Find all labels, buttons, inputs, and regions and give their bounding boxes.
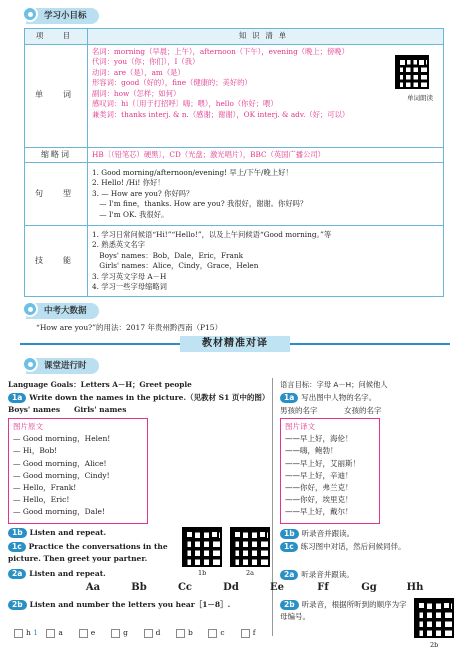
- task-tag: 1a: [280, 393, 298, 403]
- letter-pair: Dd: [223, 582, 239, 593]
- box-line: ——早上好，海伦！: [285, 434, 353, 444]
- task-tag: 1c: [8, 542, 26, 552]
- column-divider: [272, 378, 273, 636]
- exam-text: “How are you?”的用法：2017 年贵州黔西南（P15）: [36, 323, 223, 332]
- banner-title: 教材精准对译: [180, 336, 290, 352]
- letter-pair: Cc: [177, 582, 193, 593]
- language-goals-cn: 语言目标：字母 A－H；问候他人: [280, 380, 388, 389]
- skill-line: 3. 学习英文字母 A－H: [92, 271, 167, 281]
- section-header-exam: 中考大数据: [26, 303, 99, 319]
- checkbox[interactable]: [241, 629, 250, 638]
- girls-names-label-cn: 女孩的名字: [344, 406, 382, 415]
- checkbox[interactable]: [208, 629, 217, 638]
- qr-code-2b[interactable]: [414, 598, 454, 638]
- picture-text-box: [8, 418, 148, 524]
- checkbox[interactable]: [79, 629, 88, 638]
- task-tag: 2a: [8, 569, 26, 579]
- answer-item[interactable]: f: [241, 628, 271, 638]
- qr-code-2a[interactable]: [230, 527, 270, 567]
- box-line: — Good morning，Alice!: [13, 458, 107, 468]
- box-line: — Hello，Eric!: [13, 495, 70, 505]
- picture-translation-box: [280, 418, 380, 524]
- task-tag: 1a: [8, 393, 26, 403]
- table-head-item: 项 目: [25, 29, 88, 45]
- box-line: ——你好，埃里克！: [285, 495, 353, 505]
- banner-line-left: [20, 343, 180, 345]
- boys-names-label: Boys' names: [8, 405, 61, 414]
- language-goals: Language Goals：Letters A－H；Greet people: [8, 380, 192, 389]
- task-tag: 2a: [280, 570, 298, 580]
- task-tag: 1c: [280, 542, 298, 552]
- sentence-line: 1. Good morning/afternoon/evening! 早上/下午/晚上好！: [92, 167, 293, 177]
- bullet-icon: [22, 356, 38, 372]
- task-1c-cn: 1c 练习图中对话，然后问候同伴。: [280, 541, 406, 552]
- answer-item[interactable]: b: [176, 628, 206, 638]
- task-tag: 1b: [8, 528, 27, 538]
- task-2b-cn: 2b 听录音，根据所听到的顺序为字母编号。: [280, 600, 407, 621]
- qr-code-1b[interactable]: [182, 527, 222, 567]
- box-line: — Hello，Frank!: [13, 483, 77, 493]
- letter-pair: Ee: [270, 582, 284, 593]
- skill-line: 1. 学习日常问候语“Hi!”“Hello!”，以及上午问候语“Good morning。”等: [92, 229, 332, 239]
- table-head-list: 知识清单: [88, 29, 444, 45]
- qr-caption-2a: 2a: [246, 569, 255, 577]
- row-label-skill: 技 能: [25, 226, 88, 297]
- box-line: — Hi，Bob!: [13, 446, 58, 456]
- box-title: 图片译文: [285, 422, 315, 431]
- task-1b: 1b Listen and repeat.: [8, 528, 106, 538]
- banner: [0, 336, 461, 352]
- box-line: ——早上好，戴尔！: [285, 507, 353, 517]
- box-line: ——你好，弗兰克！: [285, 483, 353, 493]
- sentence-line: — I'm fine，thanks. How are you? 我很好，谢谢。你好吗？: [92, 199, 308, 209]
- vocab-list: 名词：morning（早晨；上午），afternoon（下午），evening（晚上；傍晚） 代词：you（你；你们），I（我） 动词：are（是），am（是） 形容词：good（好的），fine（健康的；美好的） 副词：how（怎样；如何） 感叹词：hi（〔用于打招呼〕嗨；喂），hello（你好；喂） 兼类词：thanks interj. & n.（感谢；谢谢），OK interj. & adv.（好；可以）: [92, 46, 350, 119]
- qr-caption-1b: 1b: [198, 569, 207, 577]
- answer-item[interactable]: e: [79, 628, 109, 638]
- answer-row: [14, 628, 271, 638]
- answer-item[interactable]: h 1: [14, 628, 44, 638]
- box-line: — Good morning，Dale!: [13, 507, 105, 517]
- letter-pair: Bb: [131, 582, 147, 593]
- knowledge-table: [24, 28, 444, 297]
- bullet-icon: [22, 6, 38, 22]
- task-2a-cn: 2a 听录音并跟读。: [280, 569, 354, 580]
- checkbox[interactable]: [176, 629, 185, 638]
- box-line: — Good morning，Helen!: [13, 434, 111, 444]
- abbr-text: HB〔（铅笔芯）硬黑〕，CD（光盘；激光唱片），BBC（英国广播公司）: [88, 147, 444, 163]
- letter-pair: Ff: [317, 582, 329, 593]
- letters-row: [70, 582, 450, 593]
- task-1c: 1c Practice the conversations in the picture. Then greet your partner.: [8, 542, 168, 563]
- letter-pair: Gg: [361, 582, 377, 593]
- task-2b: 2b Listen and number the letters you hear［1－8］.: [8, 599, 230, 610]
- box-title: 图片原文: [13, 422, 43, 431]
- banner-line-right: [290, 343, 450, 345]
- section-header-class: 课堂进行时: [26, 358, 99, 374]
- sentence-line: 3. — How are you? 你好吗？: [92, 188, 194, 198]
- answer-item[interactable]: g: [111, 628, 141, 638]
- checkbox[interactable]: [111, 629, 120, 638]
- bullet-icon: [22, 301, 38, 317]
- letter-pair: Aa: [85, 582, 101, 593]
- checkbox[interactable]: [46, 629, 55, 638]
- box-line: ——早上好，艾丽斯！: [285, 458, 360, 468]
- box-line: ——早上好，辛迪！: [285, 470, 353, 480]
- sentence-line: 2. Hello! /Hi! 你好！: [92, 178, 165, 188]
- girls-names-label: Girls' names: [74, 405, 127, 414]
- task-1a: 1a Write down the names in the picture.（见教材 S1 页中的图）: [8, 392, 270, 403]
- row-label-abbr: 缩略词: [25, 147, 88, 163]
- answer-item[interactable]: d: [144, 628, 174, 638]
- skill-line: 4. 学习一些字母缩略词: [92, 282, 167, 291]
- skill-line: Boys' names：Bob，Dale，Eric，Frank: [92, 250, 244, 260]
- box-line: ——嗨，鲍勃！: [285, 446, 338, 456]
- answer-item[interactable]: a: [46, 628, 76, 638]
- row-label-vocab: 单 词: [25, 44, 88, 147]
- qr-caption-2b: 2b: [430, 641, 439, 649]
- qr-caption: 单词朗读: [407, 93, 433, 102]
- sentence-line: — I'm OK. 我很好。: [92, 209, 169, 219]
- task-2a: 2a Listen and repeat.: [8, 569, 106, 579]
- boys-names-label-cn: 男孩的名字: [280, 406, 318, 415]
- task-tag: 1b: [280, 529, 299, 539]
- checkbox[interactable]: [144, 629, 153, 638]
- answer-item[interactable]: c: [208, 628, 238, 638]
- letter-pair: Hh: [406, 582, 424, 593]
- task-tag: 2b: [280, 600, 299, 610]
- skill-line: Girls' names：Alice，Cindy，Grace，Helen: [92, 261, 259, 270]
- checkbox[interactable]: [14, 629, 23, 638]
- task-tag: 2b: [8, 600, 27, 610]
- box-line: — Good morning，Cindy!: [13, 470, 110, 480]
- task-1a-cn: 1a 写出图中人物的名字。: [280, 392, 376, 403]
- section-header-goals: 学习小目标: [26, 8, 99, 24]
- task-1b-cn: 1b 听录音并跟读。: [280, 528, 354, 539]
- skill-line: 2. 熟悉英文名字: [92, 240, 146, 249]
- vocab-qr-code[interactable]: [395, 55, 429, 89]
- row-label-sentence: 句 型: [25, 163, 88, 226]
